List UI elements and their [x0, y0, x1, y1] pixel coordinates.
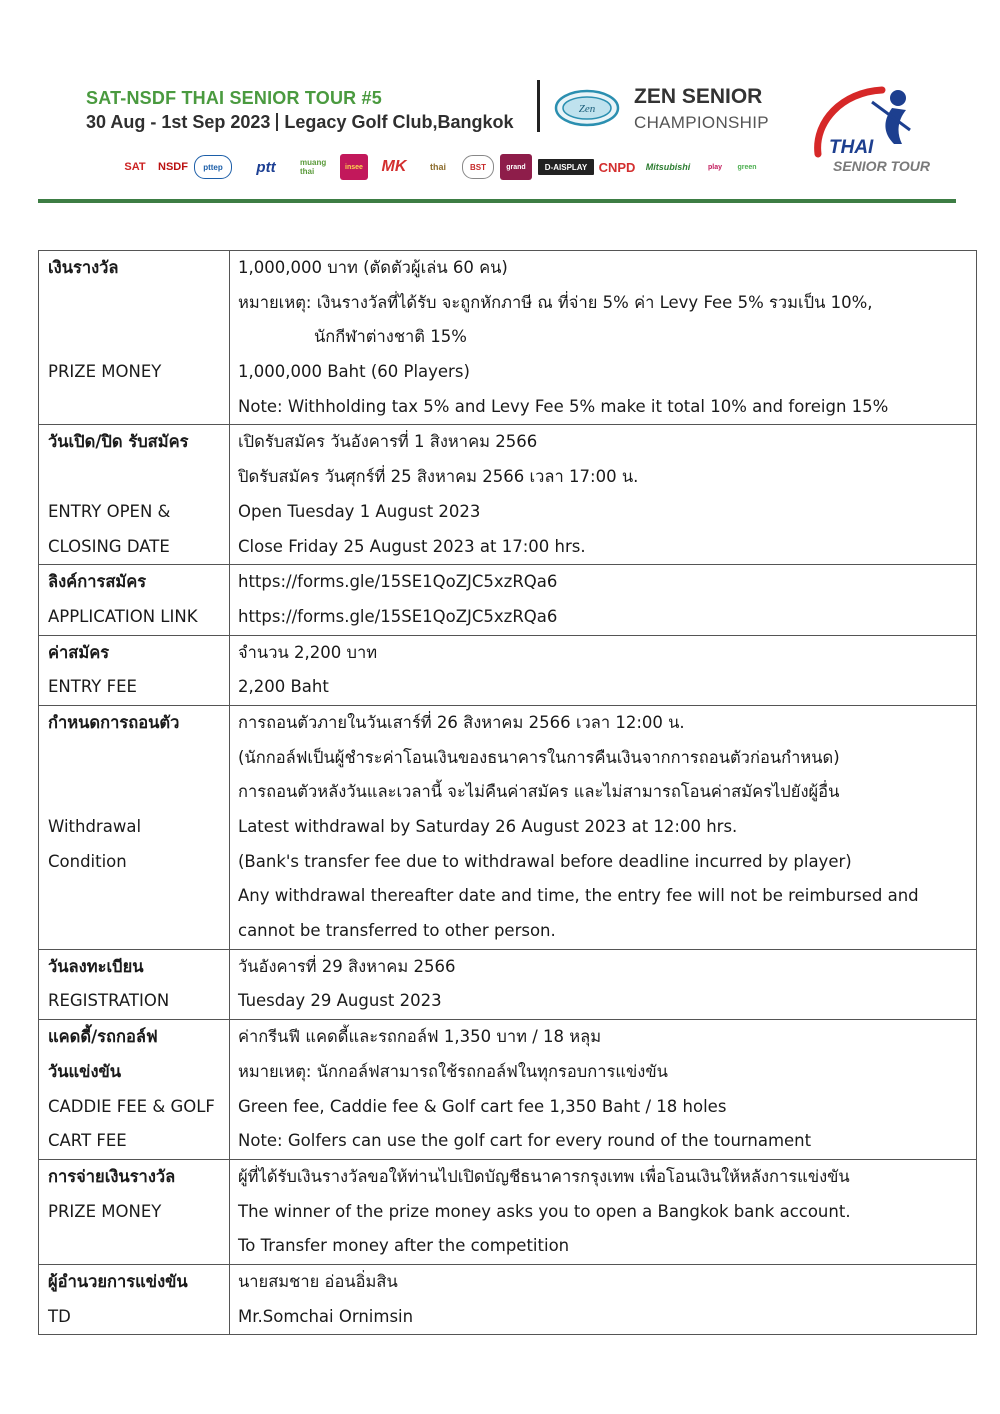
value-line: Any withdrawal thereafter date and time, the entry fee will not be reimbursed and: [238, 886, 919, 906]
value-line: cannot be transferred to other person.: [238, 921, 556, 941]
value-line: 1,000,000 Baht (60 Players): [238, 362, 470, 382]
row-label: [39, 949, 230, 1019]
row-label: [39, 705, 230, 949]
row-value: [230, 251, 977, 425]
table-row: [39, 565, 977, 635]
sponsor-strip: [118, 150, 808, 184]
tournament-info-table: [38, 250, 977, 1335]
label-english: CLOSING DATE: [48, 536, 170, 556]
header-divider: [537, 80, 540, 132]
value-line: ค่ากรีนฟี แคดดี้และรถกอล์ฟ 1,350 บาท / 18 หลุม: [238, 1027, 602, 1047]
table-row: [39, 949, 977, 1019]
row-value: [230, 705, 977, 949]
label-thai: ค่าสมัคร: [48, 642, 110, 662]
value-line: Mr.Somchai Ornimsin: [238, 1306, 414, 1326]
label-english: REGISTRATION: [48, 991, 170, 1011]
event-title: ZEN SENIOR: [634, 85, 763, 108]
value-line: Open Tuesday 1 August 2023: [238, 501, 481, 521]
sponsor-logo: thai: [429, 162, 446, 172]
sponsor-logo: ptt: [256, 158, 276, 176]
table-row: [39, 1264, 977, 1334]
label-english: PRIZE MONEY: [48, 362, 162, 382]
sponsor-logo: Mitsubishi: [645, 162, 691, 172]
value-line: Close Friday 25 August 2023 at 17:00 hrs.: [238, 536, 586, 556]
value-line: เปิดรับสมัคร วันอังคารที่ 1 สิงหาคม 2566: [238, 432, 538, 452]
sponsor-logo: pttep: [194, 155, 232, 179]
row-label: [39, 1159, 230, 1264]
header-rule: [38, 199, 956, 203]
divider: [276, 113, 278, 131]
table-row: [39, 425, 977, 565]
table-row: [39, 705, 977, 949]
value-line: Green fee, Caddie fee & Golf cart fee 1,350 Baht / 18 holes: [238, 1096, 727, 1116]
label-english: ENTRY FEE: [48, 677, 137, 697]
label-english: Withdrawal: [48, 817, 142, 836]
value-line: The winner of the prize money asks you to open a Bangkok bank account.: [238, 1201, 851, 1221]
row-value: [230, 635, 977, 705]
row-value: [230, 1020, 977, 1160]
label-thai: วันลงทะเบียน: [48, 956, 144, 976]
label-english: CADDIE FEE & GOLF: [48, 1096, 215, 1116]
value-line: หมายเหตุ: นักกอล์ฟสามารถใช้รถกอล์ฟในทุกรอบการแข่งขัน: [238, 1061, 668, 1081]
value-line: การถอนตัวหลังวันและเวลานี้ จะไม่คืนค่าสมัคร และไม่สามารถโอนค่าสมัครไปยังผู้อื่น: [238, 782, 840, 802]
value-line: วันอังคารที่ 29 สิงหาคม 2566: [238, 956, 456, 976]
sponsor-logo: play: [707, 163, 722, 171]
row-label: [39, 1264, 230, 1334]
tour-title: SAT-NSDF THAI SENIOR TOUR #5: [86, 88, 382, 108]
row-label: [39, 251, 230, 425]
row-value: [230, 949, 977, 1019]
value-line: (นักกอล์ฟเป็นผู้ชำระค่าโอนเงินของธนาคารในการคืนเงินจากการถอนตัวก่อนกำหนด): [238, 747, 840, 767]
row-label: [39, 1020, 230, 1160]
sponsor-logo: D-AISPLAY: [538, 159, 594, 175]
tour-logo-thai: THAI: [829, 137, 874, 158]
tour-date: 30 Aug - 1st Sep 2023: [86, 112, 271, 132]
label-thai: ผู้อำนวยการแข่งขัน: [48, 1271, 188, 1291]
sponsor-logo: SAT: [124, 161, 146, 173]
value-line: (Bank's transfer fee due to withdrawal before deadline incurred by player): [238, 851, 852, 871]
value-line: To Transfer money after the competition: [238, 1236, 570, 1256]
value-line: ปิดรับสมัคร วันศุกร์ที่ 25 สิงหาคม 2566 เวลา 17:00 น.: [238, 467, 639, 487]
label-english: APPLICATION LINK: [48, 606, 198, 626]
value-line: 1,000,000 บาท (ตัดตัวผู้เล่น 60 คน): [238, 258, 508, 277]
tour-venue: Legacy Golf Club,Bangkok: [284, 112, 514, 132]
label-english: PRIZE MONEY: [48, 1201, 162, 1221]
label-thai: วันเปิด/ปิด รับสมัคร: [48, 432, 189, 452]
sponsor-logo: MK: [381, 158, 407, 175]
sponsor-logo: CNPD: [598, 159, 636, 175]
label-thai: กำหนดการถอนตัว: [48, 712, 180, 732]
value-line: นักกีฬาต่างชาติ 15%: [314, 327, 467, 347]
row-label: [39, 425, 230, 565]
table-row: [39, 251, 977, 425]
event-subtitle: CHAMPIONSHIP: [634, 113, 769, 132]
label-thai: การจ่ายเงินรางวัล: [48, 1166, 176, 1186]
sponsor-logo: insee: [340, 154, 368, 180]
row-value: [230, 1264, 977, 1334]
sponsor-logo: green: [737, 163, 757, 171]
application-link[interactable]: https://forms.gle/15SE1QoZJC5xzRQa6: [238, 572, 558, 592]
label-english: Condition: [48, 851, 127, 871]
sponsor-logo: muang thai: [300, 158, 327, 176]
svg-text:Zen: Zen: [578, 103, 596, 115]
value-line: หมายเหตุ: เงินรางวัลที่ได้รับ จะถูกหักภาษี ณ ที่จ่าย 5% ค่า Levy Fee 5% รวมเป็น 10%,: [238, 292, 873, 312]
row-label: [39, 565, 230, 635]
value-line: Latest withdrawal by Saturday 26 August 2023 at 12:00 hrs.: [238, 817, 738, 836]
tour-logo-senior: SENIOR TOUR: [833, 158, 930, 174]
label-english: CART FEE: [48, 1131, 127, 1151]
value-line: Note: Golfers can use the golf cart for every round of the tournament: [238, 1131, 812, 1151]
row-label: [39, 635, 230, 705]
label-thai: แคดดี้/รถกอล์ฟ: [48, 1027, 158, 1047]
value-line: Note: Withholding tax 5% and Levy Fee 5% make it total 10% and foreign 15%: [238, 396, 889, 416]
label-english: ENTRY OPEN &: [48, 501, 171, 521]
label-english: TD: [48, 1306, 71, 1326]
value-line: การถอนตัวภายในวันเสาร์ที่ 26 สิงหาคม 2566 เวลา 12:00 น.: [238, 712, 685, 732]
value-line: จำนวน 2,200 บาท: [238, 642, 378, 662]
sponsor-logo: NSDF: [158, 161, 188, 173]
table-row: [39, 1159, 977, 1264]
sponsor-logo: grand: [500, 154, 532, 180]
row-value: [230, 1159, 977, 1264]
tour-date-venue: [86, 112, 513, 133]
zen-logo-icon: [553, 88, 621, 128]
page-header: [0, 0, 1000, 210]
label-thai: เงินรางวัล: [48, 258, 119, 277]
value-line: 2,200 Baht: [238, 677, 329, 697]
row-value: [230, 565, 977, 635]
label-thai: ลิงค์การสมัคร: [48, 572, 147, 592]
row-value: [230, 425, 977, 565]
value-line: Tuesday 29 August 2023: [238, 991, 442, 1011]
label-thai: วันแข่งขัน: [48, 1061, 122, 1081]
table-row: [39, 635, 977, 705]
value-line: นายสมชาย อ่อนอิ่มสิน: [238, 1271, 398, 1291]
application-link[interactable]: https://forms.gle/15SE1QoZJC5xzRQa6: [238, 606, 558, 626]
table-row: [39, 1020, 977, 1160]
sponsor-logo: BST: [462, 155, 494, 179]
value-line: ผู้ที่ได้รับเงินรางวัลขอให้ท่านไปเปิดบัญชีธนาคารกรุงเทพ เพื่อโอนเงินให้หลังการแข่งขัน: [238, 1166, 850, 1186]
